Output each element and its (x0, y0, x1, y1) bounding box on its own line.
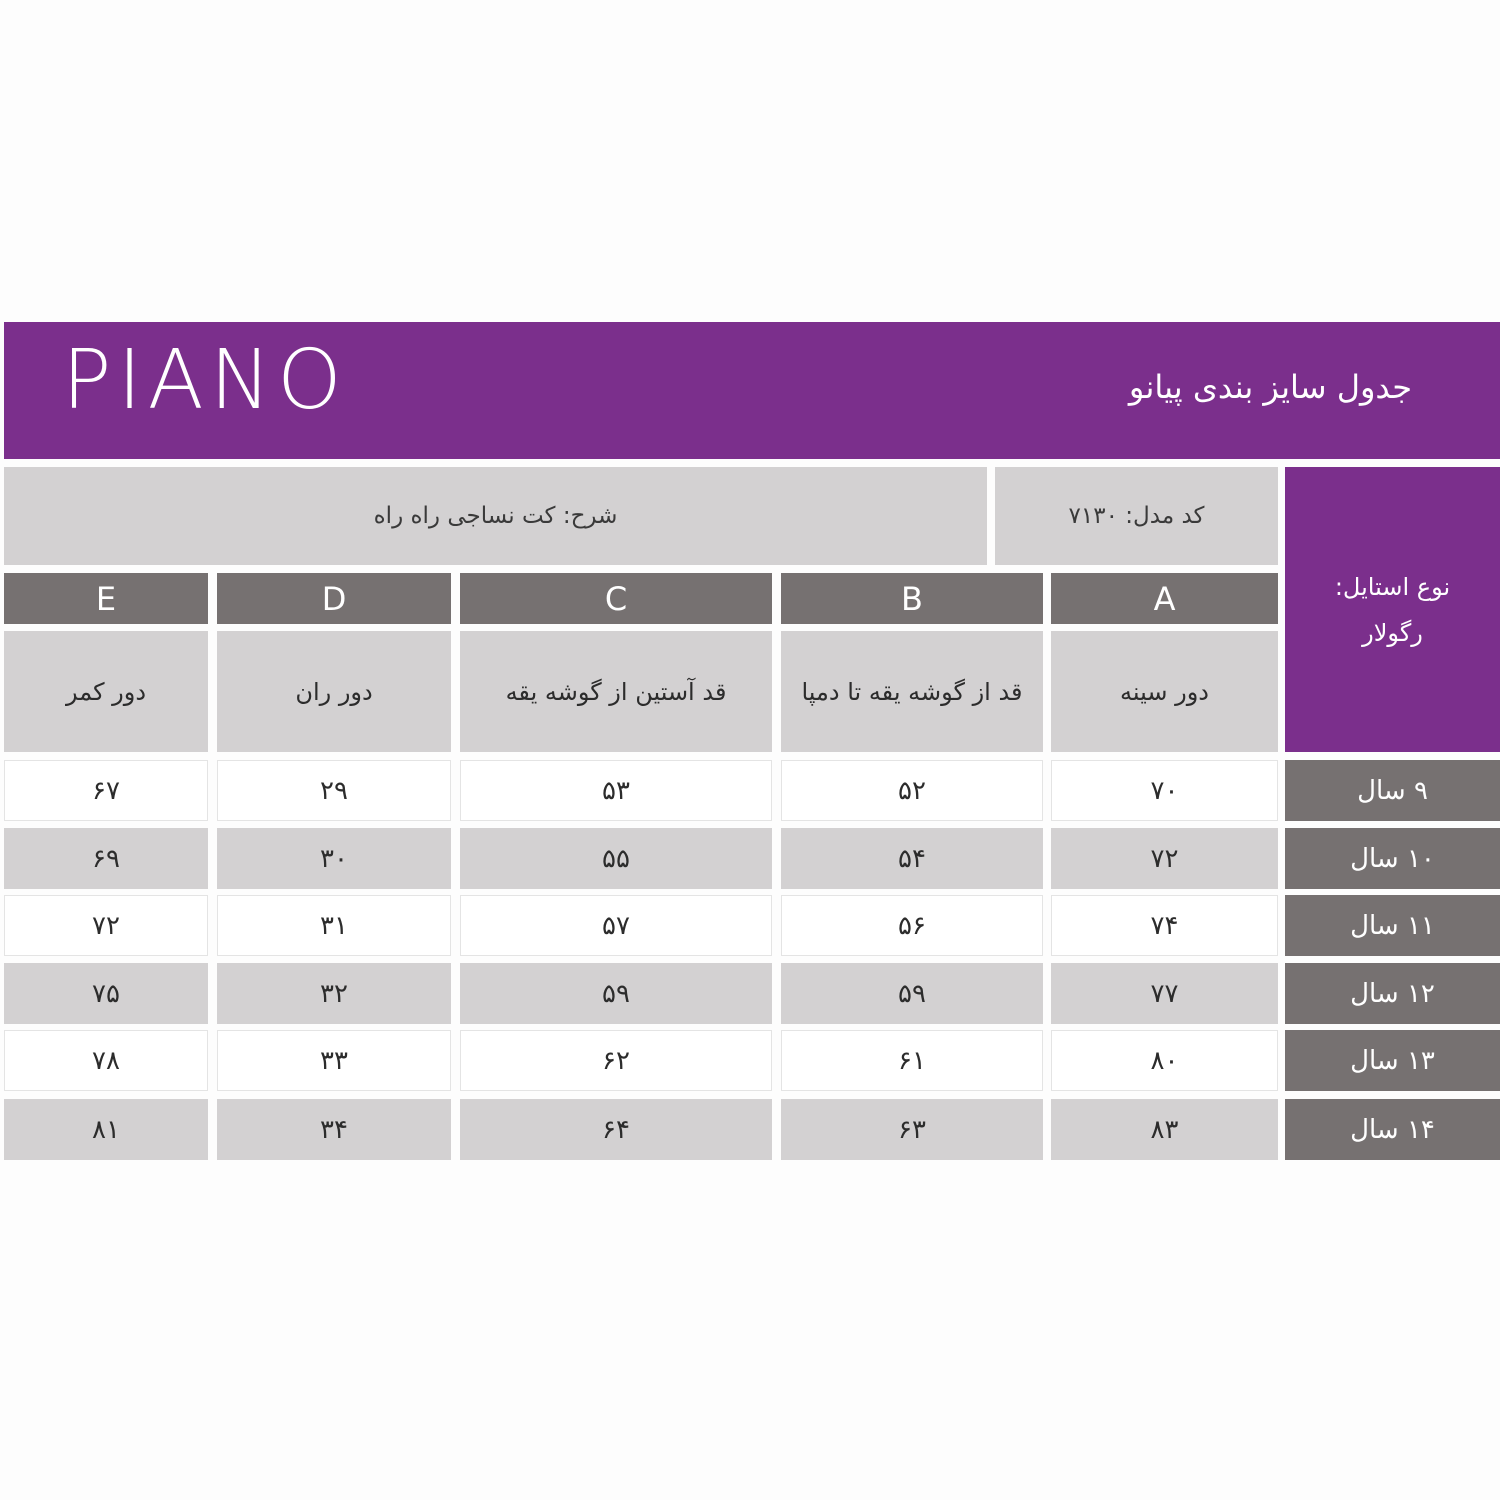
table-cell: ۵۷ (460, 895, 772, 956)
table-cell: ۵۹ (781, 963, 1043, 1024)
column-name-d: دور ران (217, 631, 451, 752)
table-cell: ۵۳ (460, 760, 772, 821)
column-letter-d: D (217, 573, 451, 624)
row-label-3: ۱۲ سال (1285, 963, 1500, 1024)
description-cell: شرح: کت نساجی راه راه (4, 467, 987, 565)
column-letter-c: C (460, 573, 772, 624)
column-letter-a: A (1051, 573, 1278, 624)
table-cell: ۸۰ (1051, 1030, 1278, 1091)
table-cell: ۵۵ (460, 828, 772, 889)
row-label-5: ۱۴ سال (1285, 1099, 1500, 1160)
table-cell: ۷۲ (1051, 828, 1278, 889)
table-cell: ۷۲ (4, 895, 208, 956)
row-label-4: ۱۳ سال (1285, 1030, 1500, 1091)
table-cell: ۶۹ (4, 828, 208, 889)
table-cell: ۵۶ (781, 895, 1043, 956)
table-cell: ۳۲ (217, 963, 451, 1024)
page-title: جدول سایز بندی پیانو (1128, 368, 1412, 406)
table-cell: ۳۳ (217, 1030, 451, 1091)
table-cell: ۸۱ (4, 1099, 208, 1160)
style-label: نوع استایل: (1334, 572, 1451, 601)
table-cell: ۳۱ (217, 895, 451, 956)
style-value: رگولار (1362, 618, 1423, 647)
row-label-2: ۱۱ سال (1285, 895, 1500, 956)
table-cell: ۶۴ (460, 1099, 772, 1160)
row-label-1: ۱۰ سال (1285, 828, 1500, 889)
table-cell: ۶۷ (4, 760, 208, 821)
table-cell: ۷۴ (1051, 895, 1278, 956)
table-cell: ۶۳ (781, 1099, 1043, 1160)
column-name-c: قد آستین از گوشه یقه (460, 631, 772, 752)
column-letter-b: B (781, 573, 1043, 624)
table-cell: ۷۷ (1051, 963, 1278, 1024)
table-cell: ۳۰ (217, 828, 451, 889)
row-label-0: ۹ سال (1285, 760, 1500, 821)
model-code-cell: کد مدل: ۷۱۳۰ (995, 467, 1278, 565)
table-cell: ۶۲ (460, 1030, 772, 1091)
brand-logo: PIANO (62, 333, 348, 428)
table-cell: ۵۹ (460, 963, 772, 1024)
style-type-cell (1285, 467, 1500, 752)
table-cell: ۵۴ (781, 828, 1043, 889)
table-cell: ۷۸ (4, 1030, 208, 1091)
table-cell: ۳۴ (217, 1099, 451, 1160)
table-cell: ۶۱ (781, 1030, 1043, 1091)
column-name-e: دور کمر (4, 631, 208, 752)
column-name-a: دور سینه (1051, 631, 1278, 752)
table-cell: ۵۲ (781, 760, 1043, 821)
table-cell: ۸۳ (1051, 1099, 1278, 1160)
table-cell: ۲۹ (217, 760, 451, 821)
table-cell: ۷۵ (4, 963, 208, 1024)
column-name-b: قد از گوشه یقه تا دمپا (781, 631, 1043, 752)
column-letter-e: E (4, 573, 208, 624)
table-cell: ۷۰ (1051, 760, 1278, 821)
